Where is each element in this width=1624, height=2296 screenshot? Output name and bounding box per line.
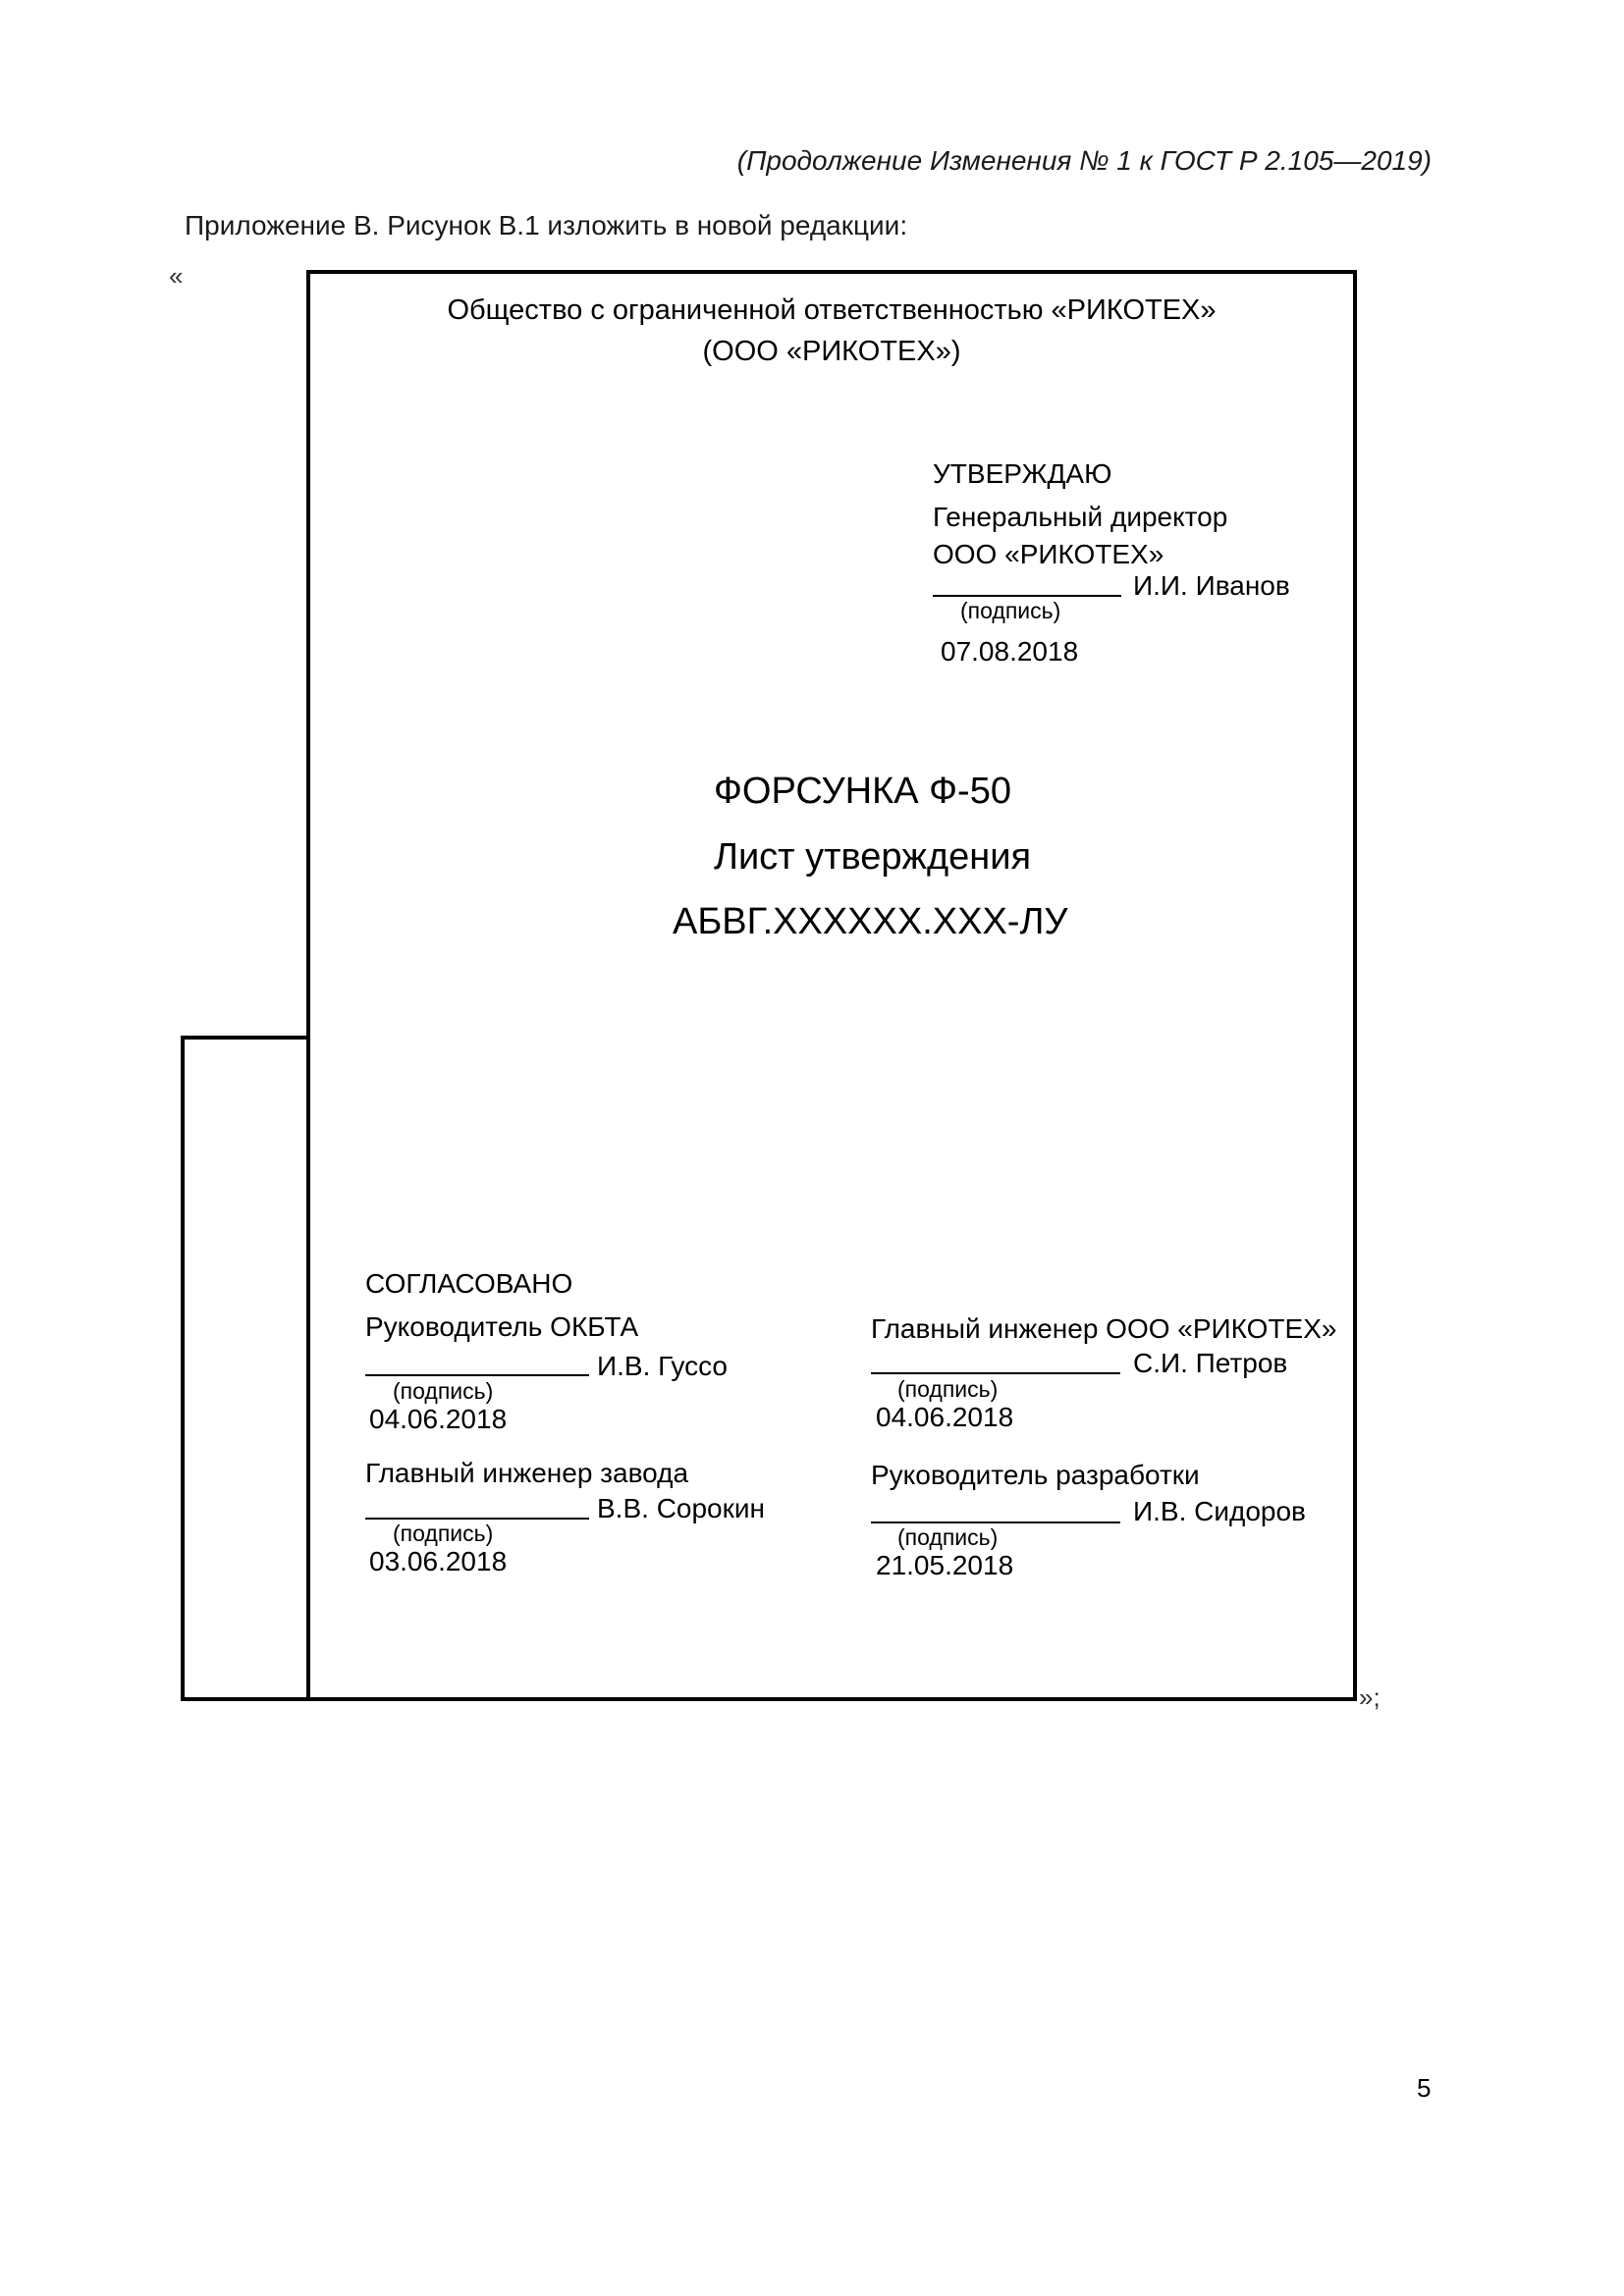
signature-caption: (подпись) xyxy=(897,1376,999,1402)
signatory-date: 04.06.2018 xyxy=(876,1402,1014,1432)
approval-date: 07.08.2018 xyxy=(941,636,1079,667)
product-name: ФОРСУНКА Ф-50 xyxy=(714,771,1011,812)
signatory-date: 04.06.2018 xyxy=(369,1404,508,1434)
signature-caption: (подпись) xyxy=(393,1521,494,1546)
organization-full-name: Общество с ограниченной ответственностью «РИКОТЕХ» xyxy=(447,294,1217,326)
signature-line xyxy=(871,1372,1120,1374)
signatory-position: Руководитель ОКБТА xyxy=(365,1311,639,1342)
approval-signature-caption: (подпись) xyxy=(960,598,1061,623)
document-code: АБВГ.XXXXXX.XXX-ЛУ xyxy=(673,901,1068,942)
signatory-date: 03.06.2018 xyxy=(369,1546,508,1576)
organization-short-name: (ООО «РИКОТЕХ») xyxy=(702,336,961,367)
signatory-name: И.В. Сидоров xyxy=(1133,1496,1306,1526)
signatory-position: Руководитель разработки xyxy=(871,1460,1200,1490)
close-quote: »; xyxy=(1359,1682,1380,1712)
intro-text: Приложение В. Рисунок В.1 изложить в новой редакции: xyxy=(185,210,908,240)
approval-position-line1: Генеральный директор xyxy=(933,502,1228,532)
signature-line xyxy=(365,1518,589,1520)
open-quote: « xyxy=(169,261,184,291)
signatory-name: В.В. Сорокин xyxy=(597,1493,765,1523)
approval-signature-line xyxy=(933,595,1121,597)
approval-heading: УТВЕРЖДАЮ xyxy=(933,458,1112,489)
agreed-heading: СОГЛАСОВАНО xyxy=(365,1268,573,1299)
signatory-name: С.И. Петров xyxy=(1133,1348,1288,1378)
signature-caption: (подпись) xyxy=(393,1378,494,1404)
approval-position-line2: ООО «РИКОТЕХ» xyxy=(933,539,1164,569)
signatory-position: Главный инженер завода xyxy=(365,1458,689,1488)
signature-caption: (подпись) xyxy=(897,1524,999,1550)
signatory-position: Главный инженер ООО «РИКОТЕХ» xyxy=(871,1313,1337,1344)
page-number: 5 xyxy=(1417,2073,1432,2103)
signatory-name: И.В. Гуссо xyxy=(597,1351,728,1381)
document-title: Лист утверждения xyxy=(714,836,1032,878)
side-frame xyxy=(181,1036,310,1701)
signature-line xyxy=(365,1374,589,1376)
signatory-date: 21.05.2018 xyxy=(876,1550,1014,1580)
continuation-note: (Продолжение Изменения № 1 к ГОСТ Р 2.105—2019) xyxy=(736,145,1432,176)
approval-name: И.И. Иванов xyxy=(1133,570,1290,601)
signature-line xyxy=(871,1522,1120,1523)
